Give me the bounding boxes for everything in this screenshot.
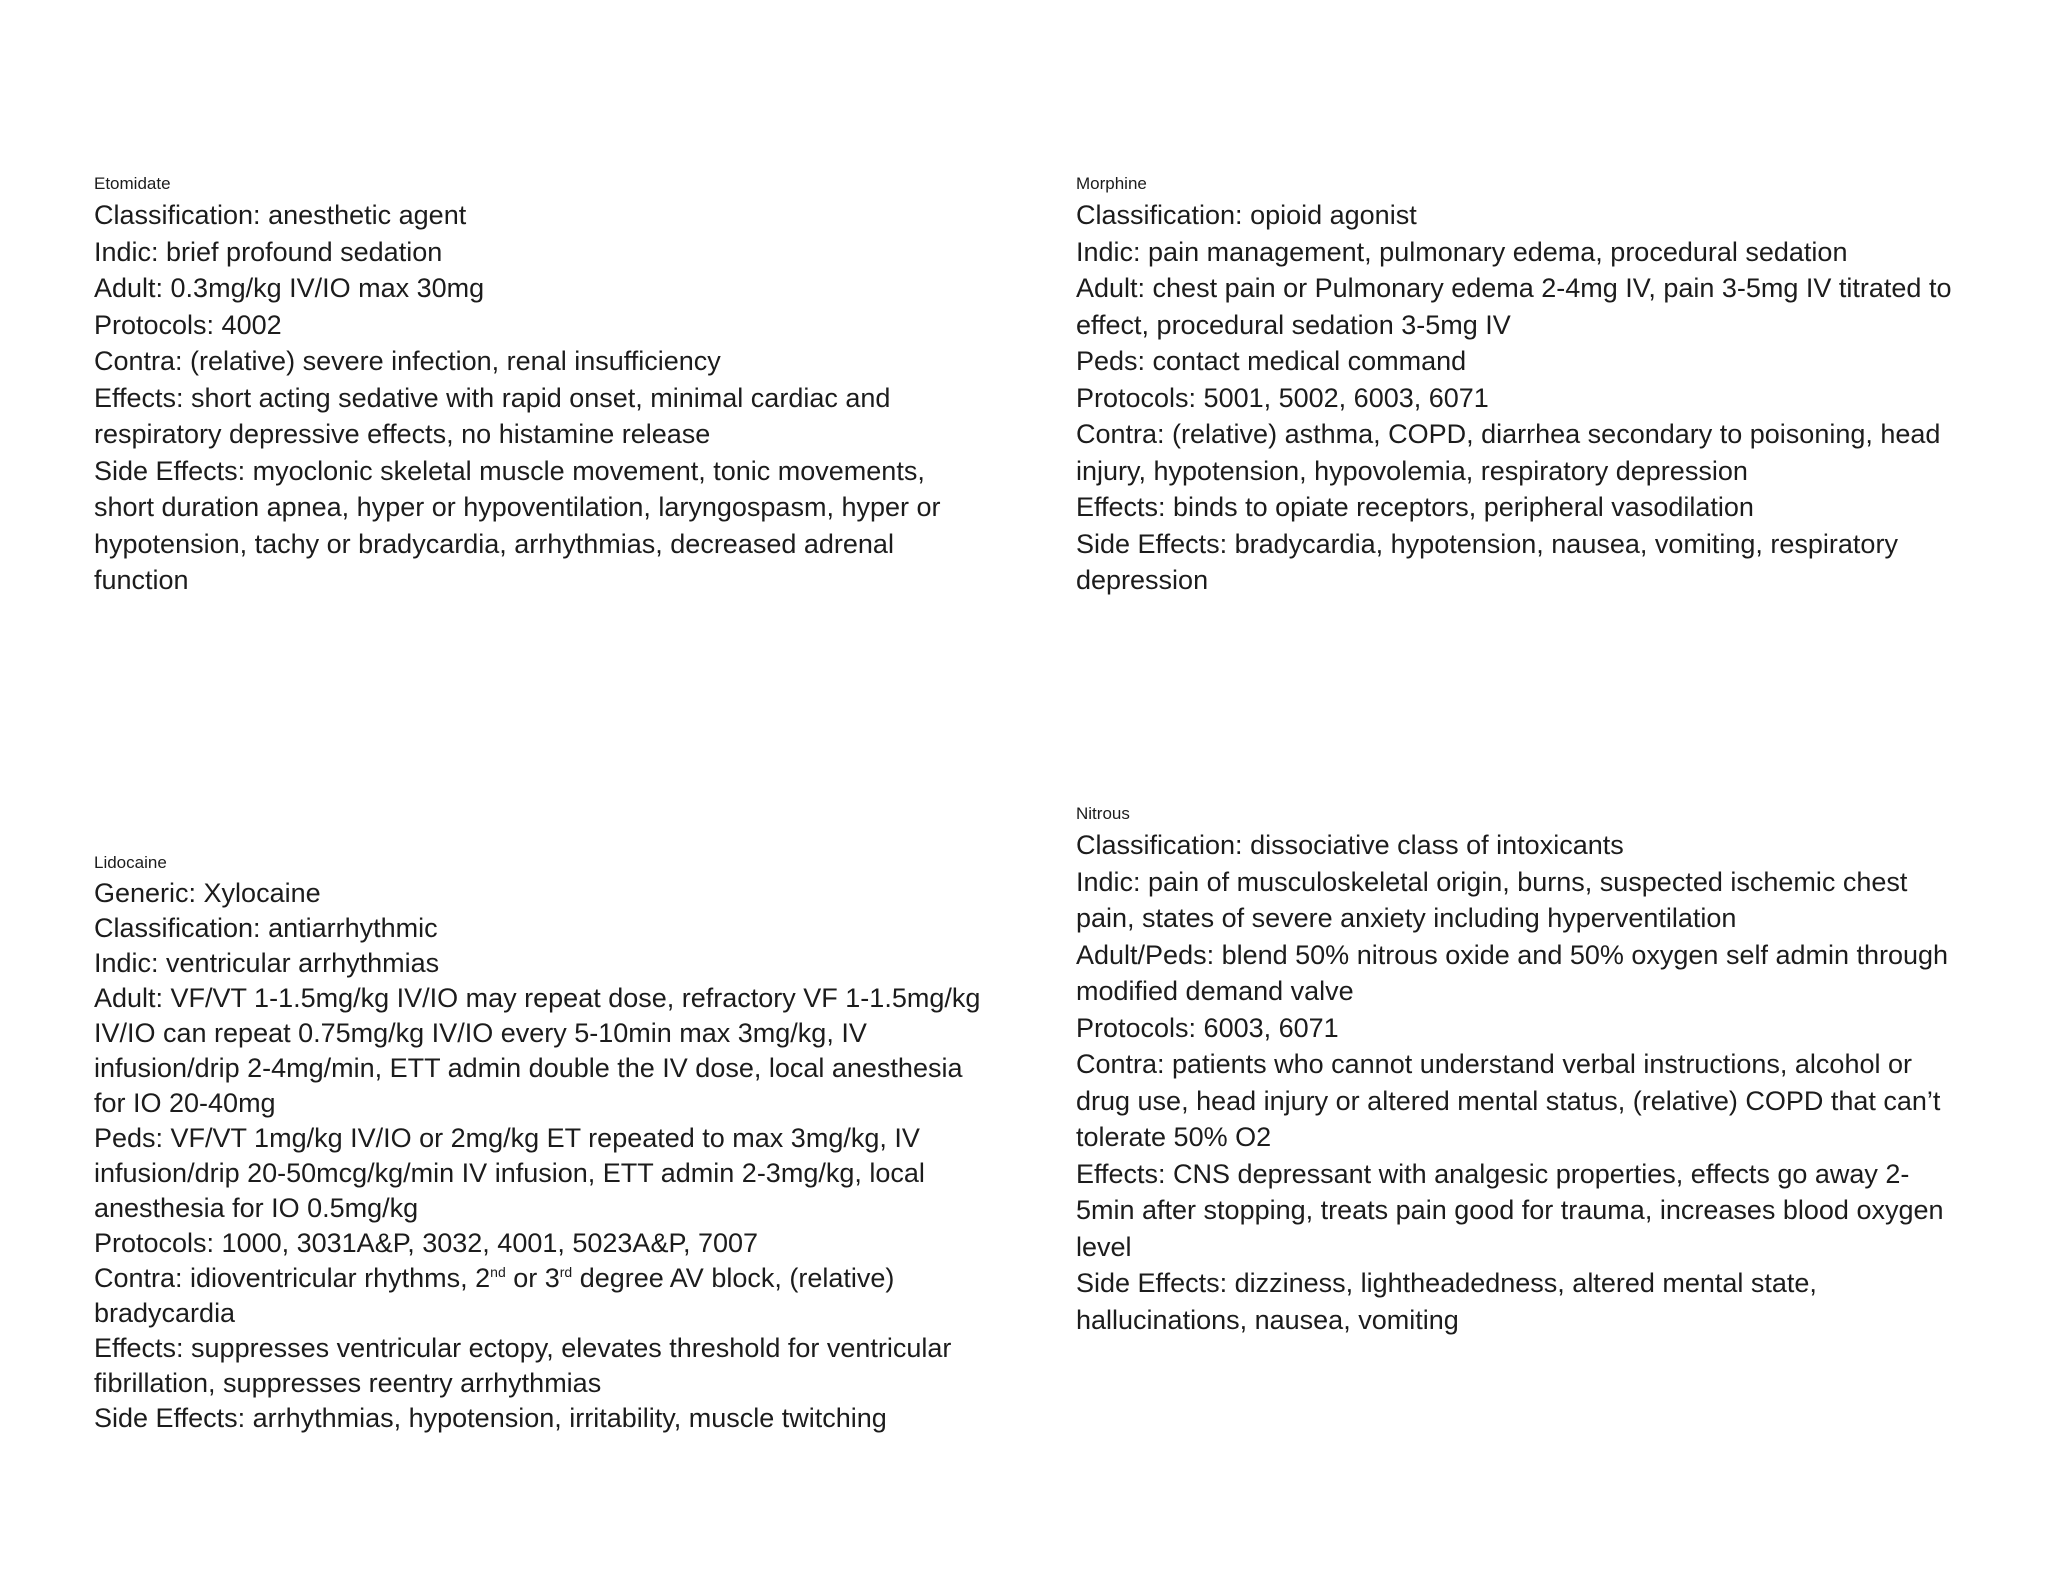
adult-peds-dose-line: Adult/Peds: blend 50% nitrous oxide and 50% oxygen self admin through modified demand valve — [1076, 939, 1949, 1006]
contra-text-prefix: Contra: idioventricular rhythms, 2 — [94, 1263, 491, 1293]
adult-dose-line: Adult: 0.3mg/kg IV/IO max 30mg — [94, 273, 485, 303]
indication-line: Indic: pain management, pulmonary edema, procedural sedation — [1076, 236, 1848, 267]
peds-dose-line: Peds: contact medical command — [1076, 346, 1467, 376]
drug-card-morphine — [1076, 173, 1966, 599]
protocols-line: Protocols: 4002 — [94, 309, 282, 340]
drug-card-etomidate — [94, 173, 984, 599]
side-effects-line: Side Effects: dizziness, lightheadedness, altered mental state, hallucinations, nausea, vomiting — [1076, 1268, 1817, 1335]
side-effects-line: Side Effects: myoclonic skeletal muscle movement, tonic movements, short duration apnea, hyper or hypoventilation, laryngospasm, hyper or hypotension, tachy or bradycardia, arrhythmias, decreased adrenal function — [94, 455, 941, 595]
drug-card-lidocaine — [94, 852, 984, 1436]
classification-line: Classification: anesthetic agent — [94, 200, 467, 230]
protocols-line: Protocols: 1000, 3031A&P, 3032, 4001, 5023A&P, 7007 — [94, 1228, 759, 1258]
effects-line: Effects: CNS depressant with analgesic properties, effects go away 2-5min after stopping, treats pain good for trauma, increases blood oxygen level — [1076, 1158, 1944, 1262]
contraindications-line — [94, 1261, 984, 1331]
protocols-line: Protocols: 6003, 6071 — [1076, 1012, 1339, 1043]
adult-dose-line: Adult: VF/VT 1-1.5mg/kg IV/IO may repeat dose, refractory VF 1-1.5mg/kg IV/IO can repeat 0.75mg/kg IV/IO every 5-10min max 3mg/kg, IV infusion/drip 2-4mg/min, ETT admin double the IV dose, local anesthesia for IO 20-40mg — [94, 983, 981, 1118]
peds-dose-line: Peds: VF/VT 1mg/kg IV/IO or 2mg/kg ET repeated to max 3mg/kg, IV infusion/drip 20-50mcg/kg/min IV infusion, ETT admin 2-3mg/kg, local anesthesia for IO 0.5mg/kg — [94, 1123, 925, 1223]
side-effects-line: Side Effects: arrhythmias, hypotension, irritability, muscle twitching — [94, 1403, 887, 1433]
effects-line: Effects: suppresses ventricular ectopy, elevates threshold for ventricular fibrillation, suppresses reentry arrhythmias — [94, 1333, 952, 1398]
ordinal-suffix: rd — [559, 1264, 573, 1280]
contraindications-line: Contra: (relative) asthma, COPD, diarrhea secondary to poisoning, head injury, hypotension, hypovolemia, respiratory depression — [1076, 419, 1941, 486]
drug-name: Morphine — [1076, 174, 1147, 193]
ordinal-suffix: nd — [490, 1264, 506, 1280]
classification-line: Classification: dissociative class of intoxicants — [1076, 830, 1624, 860]
protocols-line: Protocols: 5001, 5002, 6003, 6071 — [1076, 382, 1489, 413]
drug-name: Etomidate — [94, 174, 171, 193]
contraindications-line: Contra: patients who cannot understand verbal instructions, alcohol or drug use, head injury or altered mental status, (relative) COPD that can’t tolerate 50% O2 — [1076, 1049, 1941, 1152]
drug-name: Nitrous — [1076, 804, 1130, 823]
adult-dose-line: Adult: chest pain or Pulmonary edema 2-4mg IV, pain 3-5mg IV titrated to effect, procedural sedation 3-5mg IV — [1076, 273, 1952, 340]
generic-name-line: Generic: Xylocaine — [94, 878, 321, 908]
indication-line: Indic: pain of musculoskeletal origin, burns, suspected ischemic chest pain, states of severe anxiety including hyperventilation — [1076, 866, 1908, 933]
drug-name: Lidocaine — [94, 853, 167, 872]
classification-line: Classification: opioid agonist — [1076, 200, 1417, 230]
side-effects-line: Side Effects: bradycardia, hypotension, nausea, vomiting, respiratory depression — [1076, 528, 1898, 595]
drug-card-nitrous — [1076, 803, 1966, 1338]
classification-line: Classification: antiarrhythmic — [94, 913, 438, 943]
effects-line: Effects: short acting sedative with rapid onset, minimal cardiac and respiratory depressive effects, no histamine release — [94, 382, 891, 449]
indication-line: Indic: ventricular arrhythmias — [94, 948, 440, 978]
contra-text-middle: or 3 — [505, 1263, 560, 1293]
indication-line: Indic: brief profound sedation — [94, 236, 443, 267]
effects-line: Effects: binds to opiate receptors, peripheral vasodilation — [1076, 492, 1754, 522]
contra-text-suffix: degree AV block, (relative) bradycardia — [94, 1263, 895, 1328]
contraindications-line: Contra: (relative) severe infection, renal insufficiency — [94, 346, 721, 376]
